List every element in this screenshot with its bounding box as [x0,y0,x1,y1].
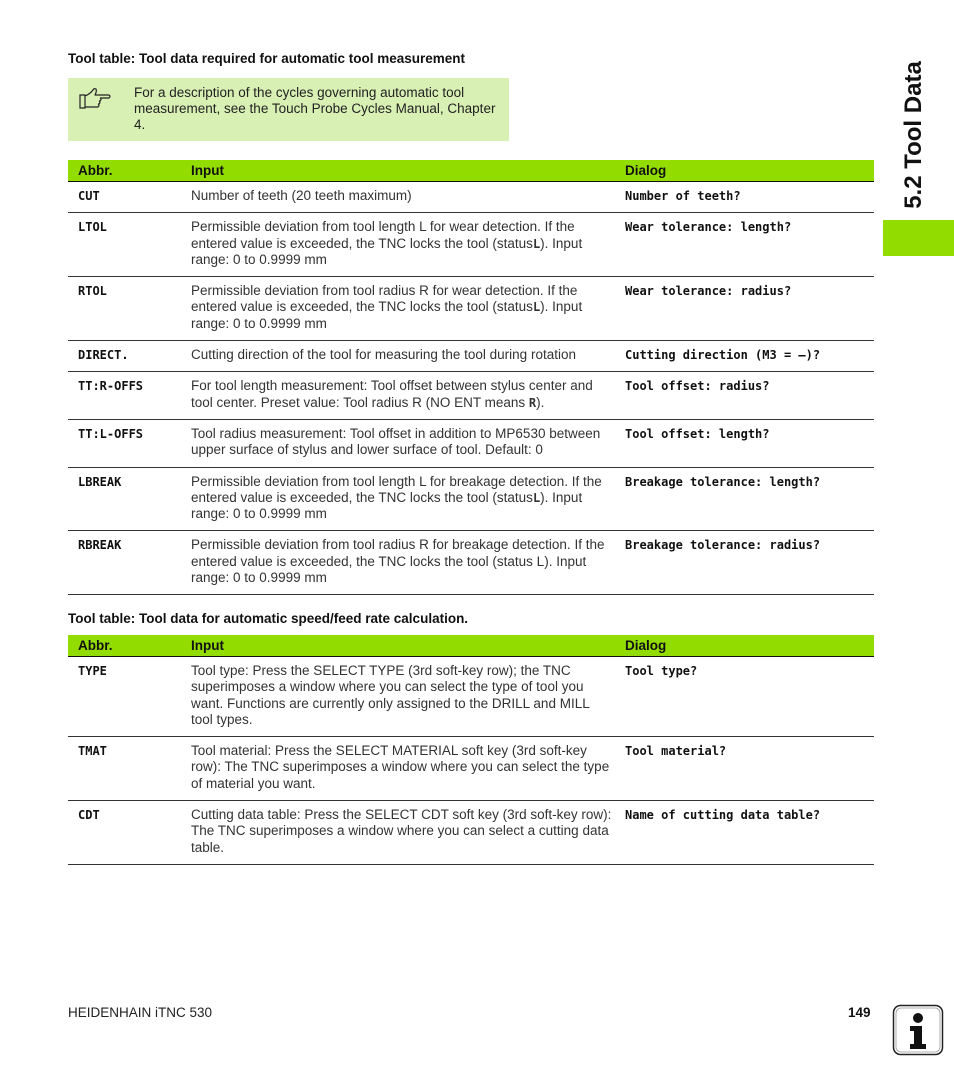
section-heading-speed-feed: Tool table: Tool data for automatic speed/feed rate calculation. [68,611,469,626]
column-header-dialog: Dialog [625,635,874,657]
dialog-cell: Cutting direction (M3 = –)? [625,341,874,372]
page-number: 149 [848,1005,871,1020]
column-header-abbr: Abbr. [68,160,191,182]
input-cell: Number of teeth (20 teeth maximum) [191,182,625,213]
table-row [68,467,874,531]
input-cell: Permissible deviation from tool radius R for breakage detection. If the entered value is exceeded, the TNC locks the tool (status L). Input range: 0 to 0.9999 mm [191,531,625,595]
abbr-cell: DIRECT. [68,341,191,372]
chapter-side-title [884,50,944,220]
abbr-cell: RTOL [68,277,191,341]
dialog-cell: Breakage tolerance: radius? [625,531,874,595]
status-code: L [532,490,541,505]
column-header-input: Input [191,635,625,657]
abbr-cell: TMAT [68,737,191,801]
dialog-cell: Tool type? [625,657,874,737]
input-cell [191,213,625,277]
key-code: R [528,395,537,410]
dialog-cell: Wear tolerance: radius? [625,277,874,341]
table-row [68,657,874,737]
column-header-input: Input [191,160,625,182]
table-row [68,419,874,467]
abbr-cell: RBREAK [68,531,191,595]
dialog-cell: Breakage tolerance: length? [625,467,874,531]
dialog-cell: Name of cutting data table? [625,801,874,865]
input-cell: Tool radius measurement: Tool offset in addition to MP6530 between upper surface of stylus and lower surface of tool. Default: 0 [191,419,625,467]
info-icon [892,1004,944,1056]
input-cell [191,277,625,341]
dialog-cell: Tool offset: length? [625,419,874,467]
table-row [68,277,874,341]
dialog-cell: Wear tolerance: length? [625,213,874,277]
input-cell: Tool type: Press the SELECT TYPE (3rd soft-key row); the TNC superimposes a window where you can select the type of tool you want. Functions are currently only assigned to the DRILL and MILL tool types. [191,657,625,737]
abbr-cell: LTOL [68,213,191,277]
chapter-side-title-text: 5.2 Tool Data [900,61,927,209]
note-text: For a description of the cycles governing automatic tool measurement, see the Touch Probe Cycles Manual, Chapter 4. [134,85,496,132]
input-cell [191,467,625,531]
input-text: ). Input range: 0 to 0.9999 mm [191,299,583,331]
table-header-row [68,635,874,657]
input-text: Permissible deviation from tool radius R for wear detection. If the entered value is exceeded, the TNC locks the tool (status [191,283,578,315]
chapter-tab-marker [883,220,954,256]
input-text: ). Input range: 0 to 0.9999 mm [191,235,583,267]
abbr-cell: LBREAK [68,467,191,531]
input-text: Permissible deviation from tool length L for breakage detection. If the entered value is exceeded, the TNC locks the tool (status [191,473,602,505]
input-text: ). [536,394,545,410]
footer-product-name: HEIDENHAIN iTNC 530 [68,1005,213,1020]
input-cell: Cutting direction of the tool for measuring the tool during rotation [191,341,625,372]
section-heading-measurement: Tool table: Tool data required for automatic tool measurement [68,51,466,66]
input-text: For tool length measurement: Tool offset between stylus center and tool center. Preset value: Tool radius R (NO ENT means [191,378,593,410]
input-cell [191,372,625,420]
input-cell: Cutting data table: Press the SELECT CDT soft key (3rd soft-key row): The TNC superimposes a window where you can select a cutting data table. [191,801,625,865]
abbr-cell: CUT [68,182,191,213]
tool-measurement-table [68,160,874,595]
input-text: Permissible deviation from tool length L for wear detection. If the entered value is exceeded, the TNC locks the tool (status [191,219,575,251]
table-row [68,372,874,420]
speed-feed-table [68,635,874,865]
input-cell: Tool material: Press the SELECT MATERIAL soft key (3rd soft-key row): The TNC superimposes a window where you can select the type of material you want. [191,737,625,801]
table-row [68,801,874,865]
dialog-cell: Tool material? [625,737,874,801]
dialog-cell: Number of teeth? [625,182,874,213]
table-row [68,182,874,213]
dialog-cell: Tool offset: radius? [625,372,874,420]
abbr-cell: TT:L-OFFS [68,419,191,467]
status-code: L [532,300,541,315]
table-row [68,341,874,372]
abbr-cell: CDT [68,801,191,865]
abbr-cell: TT:R-OFFS [68,372,191,420]
pointing-hand-icon [78,86,112,112]
abbr-cell: TYPE [68,657,191,737]
column-header-abbr: Abbr. [68,635,191,657]
status-code: L [532,236,541,251]
table-row [68,737,874,801]
column-header-dialog: Dialog [625,160,874,182]
input-text: ). Input range: 0 to 0.9999 mm [191,489,583,522]
table-row [68,213,874,277]
table-row [68,531,874,595]
table-header-row [68,160,874,182]
note-box [68,78,509,141]
